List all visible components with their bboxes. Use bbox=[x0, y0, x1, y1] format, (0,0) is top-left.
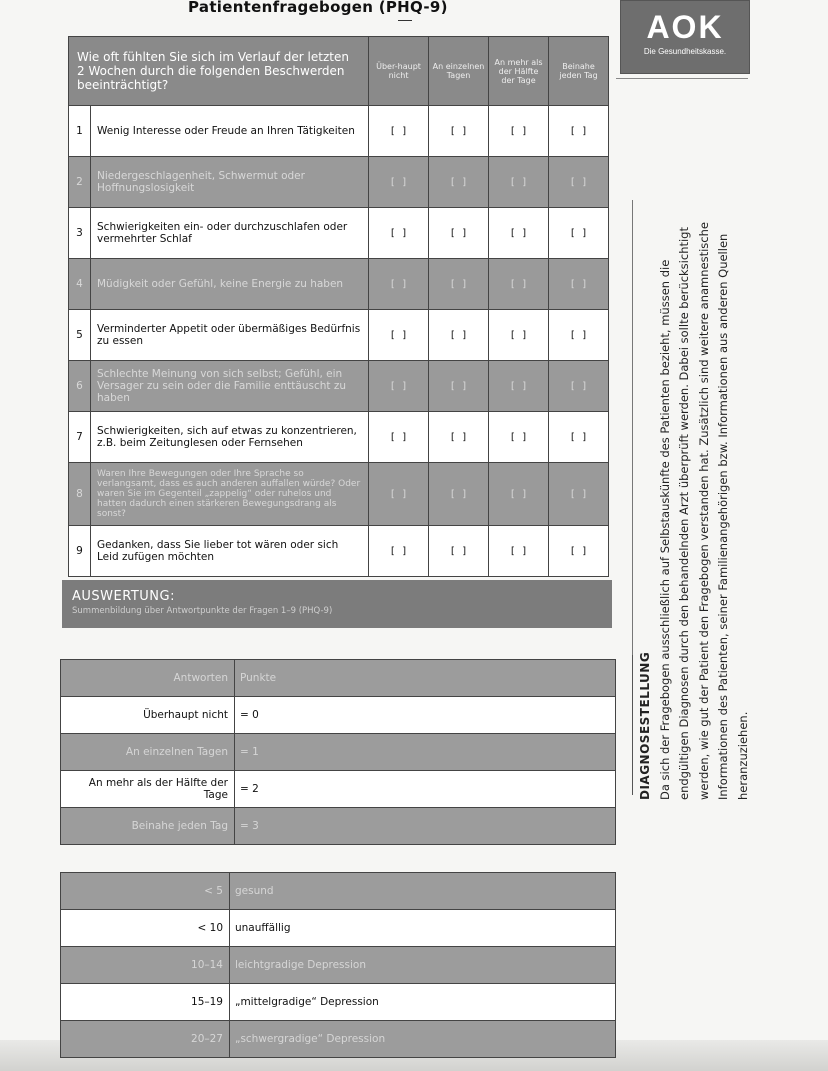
points-value: = 3 bbox=[235, 808, 616, 845]
question-text: Verminderter Appetit oder übermäßiges Bedürfnis zu essen bbox=[91, 310, 369, 361]
title-underline bbox=[398, 20, 412, 21]
answer-checkbox[interactable]: [ ] bbox=[429, 259, 489, 310]
column-header-nearly-every-day: Beinahe jeden Tag bbox=[549, 37, 609, 106]
answer-checkbox[interactable]: [ ] bbox=[429, 157, 489, 208]
severity-score: < 10 bbox=[61, 910, 230, 947]
logo-divider bbox=[616, 78, 748, 79]
severity-score: 15–19 bbox=[61, 984, 230, 1021]
severity-score: 10–14 bbox=[61, 947, 230, 984]
diagnosis-heading: DIAGNOSESTELLUNG bbox=[638, 651, 652, 800]
phq9-questionnaire bbox=[68, 36, 609, 577]
answer-checkbox[interactable]: [ ] bbox=[369, 412, 429, 463]
aok-logo-text: AOK bbox=[646, 9, 724, 45]
question-text: Schwierigkeiten ein- oder durchzuschlafen oder vermehrter Schlaf bbox=[91, 208, 369, 259]
severity-label: „schwergradige“ Depression bbox=[230, 1021, 616, 1058]
answer-checkbox[interactable]: [ ] bbox=[369, 259, 429, 310]
points-value: = 2 bbox=[235, 771, 616, 808]
column-header-more-than-half: An mehr als der Hälfte der Tage bbox=[489, 37, 549, 106]
points-table bbox=[60, 659, 616, 845]
answer-checkbox[interactable]: [ ] bbox=[369, 361, 429, 412]
question-number: 7 bbox=[69, 412, 91, 463]
answer-checkbox[interactable]: [ ] bbox=[369, 208, 429, 259]
answer-checkbox[interactable]: [ ] bbox=[489, 310, 549, 361]
answer-checkbox[interactable]: [ ] bbox=[489, 157, 549, 208]
severity-row bbox=[61, 873, 616, 910]
points-row bbox=[61, 697, 616, 734]
answer-checkbox[interactable]: [ ] bbox=[489, 106, 549, 157]
answer-checkbox[interactable]: [ ] bbox=[429, 208, 489, 259]
answer-checkbox[interactable]: [ ] bbox=[549, 259, 609, 310]
question-row-4 bbox=[69, 259, 609, 310]
severity-score: 20–27 bbox=[61, 1021, 230, 1058]
question-text: Waren Ihre Bewegungen oder Ihre Sprache so verlangsamt, dass es auch anderen auffallen würde? Oder waren Sie im Gegenteil „zappelig“ oder ruhelos und hatten dadurch einen stärkeren Bewegungsdrang als sonst? bbox=[91, 463, 369, 526]
points-row bbox=[61, 771, 616, 808]
severity-label: gesund bbox=[230, 873, 616, 910]
severity-label: unauffällig bbox=[230, 910, 616, 947]
answer-checkbox[interactable]: [ ] bbox=[549, 412, 609, 463]
column-header-several-days: An einzelnen Tagen bbox=[429, 37, 489, 106]
severity-label: leichtgradige Depression bbox=[230, 947, 616, 984]
answer-checkbox[interactable]: [ ] bbox=[549, 310, 609, 361]
answer-checkbox[interactable]: [ ] bbox=[489, 361, 549, 412]
question-number: 5 bbox=[69, 310, 91, 361]
severity-score: < 5 bbox=[61, 873, 230, 910]
diagnosis-text: Da sich der Fragebogen ausschließlich auf Selbstauskünfte des Patienten bezieht, müssen die endgültigen Diagnosen durch den behandelnden Arzt überprüft werden. Dabei sollte berücksichtigt werden, wie gut der Patient den Fragebogen verstanden hat. Zusätzlich sind weitere anamnestische Informationen des Patienten, seiner Familienangehörigen bzw. Informationen aus anderen Quellen heranzuziehen. bbox=[657, 222, 750, 800]
severity-row bbox=[61, 947, 616, 984]
question-number: 2 bbox=[69, 157, 91, 208]
question-text: Schwierigkeiten, sich auf etwas zu konzentrieren, z.B. beim Zeitunglesen oder Fernsehen bbox=[91, 412, 369, 463]
severity-row bbox=[61, 910, 616, 947]
points-label: Überhaupt nicht bbox=[61, 697, 235, 734]
answer-checkbox[interactable]: [ ] bbox=[429, 526, 489, 577]
question-row-7 bbox=[69, 412, 609, 463]
answer-checkbox[interactable]: [ ] bbox=[489, 526, 549, 577]
question-number: 1 bbox=[69, 106, 91, 157]
points-label: Beinahe jeden Tag bbox=[61, 808, 235, 845]
question-row-3 bbox=[69, 208, 609, 259]
evaluation-heading: AUSWERTUNG: bbox=[72, 589, 175, 604]
answer-checkbox[interactable]: [ ] bbox=[429, 361, 489, 412]
answer-checkbox[interactable]: [ ] bbox=[369, 106, 429, 157]
answer-checkbox[interactable]: [ ] bbox=[489, 412, 549, 463]
answer-checkbox[interactable]: [ ] bbox=[429, 412, 489, 463]
points-row bbox=[61, 660, 616, 697]
points-row bbox=[61, 808, 616, 845]
question-number: 8 bbox=[69, 463, 91, 526]
question-text: Müdigkeit oder Gefühl, keine Energie zu haben bbox=[91, 259, 369, 310]
evaluation-band bbox=[62, 580, 612, 628]
answer-checkbox[interactable]: [ ] bbox=[489, 208, 549, 259]
question-row-9 bbox=[69, 526, 609, 577]
answer-checkbox[interactable]: [ ] bbox=[549, 361, 609, 412]
points-row bbox=[61, 734, 616, 771]
severity-label: „mittelgradige“ Depression bbox=[230, 984, 616, 1021]
aok-logo-mark bbox=[621, 10, 749, 44]
answer-checkbox[interactable]: [ ] bbox=[549, 157, 609, 208]
answer-checkbox[interactable]: [ ] bbox=[369, 463, 429, 526]
points-value: Punkte bbox=[235, 660, 616, 697]
question-row-6 bbox=[69, 361, 609, 412]
points-label: An einzelnen Tagen bbox=[61, 734, 235, 771]
column-header-not-at-all: Über-haupt nicht bbox=[369, 37, 429, 106]
severity-row bbox=[61, 984, 616, 1021]
page-title: Patientenfragebogen (PHQ-9) bbox=[188, 0, 448, 16]
answer-checkbox[interactable]: [ ] bbox=[549, 463, 609, 526]
answer-checkbox[interactable]: [ ] bbox=[549, 106, 609, 157]
points-value: = 1 bbox=[235, 734, 616, 771]
answer-checkbox[interactable]: [ ] bbox=[369, 157, 429, 208]
question-text: Gedanken, dass Sie lieber tot wären oder sich Leid zufügen möchten bbox=[91, 526, 369, 577]
answer-checkbox[interactable]: [ ] bbox=[549, 526, 609, 577]
question-row-5 bbox=[69, 310, 609, 361]
answer-checkbox[interactable]: [ ] bbox=[369, 310, 429, 361]
question-number: 4 bbox=[69, 259, 91, 310]
question-text: Schlechte Meinung von sich selbst; Gefühl, ein Versager zu sein oder die Familie enttäuscht zu haben bbox=[91, 361, 369, 412]
question-number: 6 bbox=[69, 361, 91, 412]
severity-table bbox=[60, 872, 616, 1058]
question-row-1 bbox=[69, 106, 609, 157]
question-header: Wie oft fühlten Sie sich im Verlauf der letzten 2 Wochen durch die folgenden Beschwerden beeinträchtigt? bbox=[69, 37, 369, 106]
answer-checkbox[interactable]: [ ] bbox=[429, 463, 489, 526]
question-number: 9 bbox=[69, 526, 91, 577]
points-value: = 0 bbox=[235, 697, 616, 734]
question-text: Wenig Interesse oder Freude an Ihren Tätigkeiten bbox=[91, 106, 369, 157]
aok-logo bbox=[620, 0, 750, 74]
answer-checkbox[interactable]: [ ] bbox=[369, 526, 429, 577]
question-number: 3 bbox=[69, 208, 91, 259]
points-label: Antworten bbox=[61, 660, 235, 697]
evaluation-subheading: Summenbildung über Antwortpunkte der Fragen 1–9 (PHQ-9) bbox=[72, 606, 333, 616]
aok-logo-tagline: Die Gesundheitskasse. bbox=[643, 47, 727, 56]
answer-checkbox[interactable]: [ ] bbox=[489, 463, 549, 526]
side-divider-dark bbox=[632, 655, 633, 795]
answer-checkbox[interactable]: [ ] bbox=[549, 208, 609, 259]
points-label: An mehr als der Hälfte der Tage bbox=[61, 771, 235, 808]
questionnaire-header-row bbox=[69, 37, 609, 106]
question-text: Niedergeschlagenheit, Schwermut oder Hoffnungslosigkeit bbox=[91, 157, 369, 208]
diagnosis-section bbox=[636, 200, 753, 800]
question-row-8 bbox=[69, 463, 609, 526]
answer-checkbox[interactable]: [ ] bbox=[429, 106, 489, 157]
question-row-2 bbox=[69, 157, 609, 208]
severity-row bbox=[61, 1021, 616, 1058]
answer-checkbox[interactable]: [ ] bbox=[489, 259, 549, 310]
side-divider bbox=[632, 200, 633, 655]
answer-checkbox[interactable]: [ ] bbox=[429, 310, 489, 361]
